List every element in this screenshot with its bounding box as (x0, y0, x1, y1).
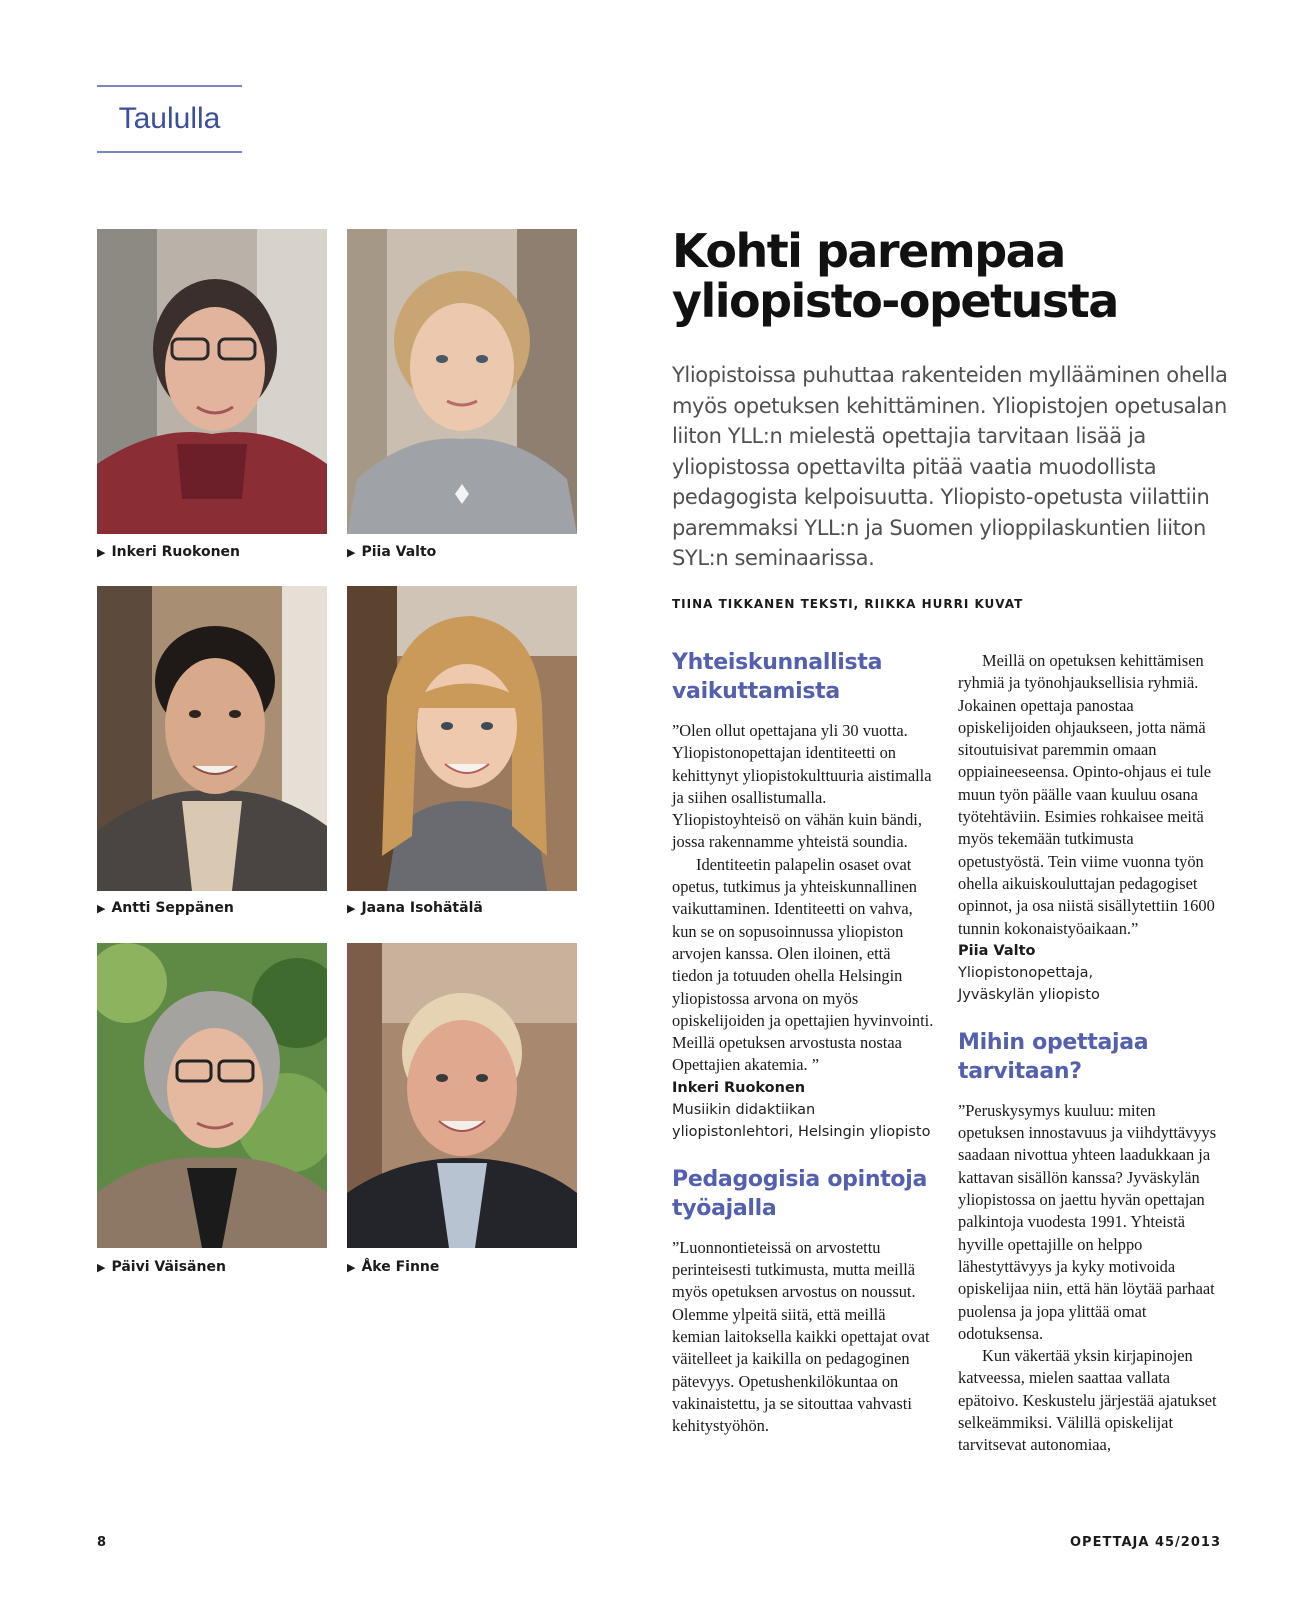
article-headline: Kohti parempaa yliopisto-opetusta (672, 224, 1118, 328)
subheading-mihin: Mihin opettajaa tarvitaan? (958, 1029, 1149, 1084)
signature-name: Piia Valto (958, 942, 1036, 959)
caption-text: Jaana Isohätälä (361, 900, 483, 916)
portrait-ake-finne (347, 943, 577, 1248)
caption-jaana-isohatala (347, 900, 483, 916)
portrait-antti-seppanen (97, 586, 327, 891)
article-column-1 (672, 648, 935, 1437)
caption-arrow-icon: ▶ (97, 1260, 106, 1274)
caption-arrow-icon: ▶ (97, 545, 106, 559)
subheading-pedagogisia: Pedagogisia opintoja työajalla (672, 1166, 928, 1221)
caption-text: Antti Seppänen (111, 900, 234, 916)
signature-name: Inkeri Ruokonen (672, 1079, 806, 1096)
caption-arrow-icon: ▶ (347, 545, 356, 559)
caption-text: Päivi Väisänen (111, 1259, 226, 1275)
magazine-issue: OPETTAJA 45/2013 (1070, 1535, 1221, 1550)
signature-role-1: Yliopistonopettaja, (958, 964, 1094, 981)
caption-antti-seppanen (97, 900, 234, 916)
caption-paivi-vaisanen (97, 1259, 226, 1275)
paragraph: Identiteetin palapelin osaset ovat opetus, tutkimus ja yhteiskunnallinen vaikuttaminen. Identiteetti on vahva, kun se on sopusoinnussa yliopiston arvojen kanssa. Olen iloinen, että tiedon ja totuuden ohella Helsingin yliopistossa arvona on myös opiskelijoiden ja opettajien hyvinvointi. Meillä opetuksen arvostusta nostaa Opettajien akatemia. ” (672, 854, 934, 1075)
portrait-paivi-vaisanen (97, 943, 327, 1248)
portrait-jaana-isohatala (347, 586, 577, 891)
caption-ake-finne (347, 1259, 439, 1275)
page-number: 8 (97, 1535, 107, 1550)
paragraph: ”Olen ollut opettajana yli 30 vuotta. Yliopistonopettajan identiteetti on kehittynyt yliopistokulttuuria aistimalla ja siihen osallistumalla. Yliopistoyhteisö on vähän kuin bändi, jossa rakennamme yhteistä soundia. (672, 721, 932, 852)
caption-text: Åke Finne (361, 1259, 440, 1275)
paragraph: ”Luonnontieteissä on arvostettu perinteisesti tutkimusta, mutta meillä myös opetuksen arvostus on noussut. Olemme ylpeitä siitä, että meillä kemian laitoksella kaikki opettajat ovat väitelleet ja kaikilla on pedagoginen pätevyys. Opetushenkilökuntaa on vakinaistettu, ja se sitouttaa vahvasti kehitystyöhön. (672, 1237, 930, 1436)
caption-arrow-icon: ▶ (347, 1260, 356, 1274)
article-lead: Yliopistoissa puhuttaa rakenteiden myllääminen ohella myös opetuksen kehittäminen. Yliopistojen opetusalan liiton YLL:n mielestä opettajia tarvitaan lisää ja yliopistossa opettavilta pitää vaatia muodollista pedagogista kelpoisuutta. Yliopisto-opetusta viilattiin paremmaksi YLL:n ja Suomen ylioppilaskuntien liiton SYL:n seminaarissa. (672, 363, 1228, 570)
article-byline: TIINA TIKKANEN TEKSTI, RIIKKA HURRI KUVAT (672, 597, 1024, 611)
portrait-inkeri-ruokonen (97, 229, 327, 534)
caption-text: Inkeri Ruokonen (111, 544, 240, 560)
caption-arrow-icon: ▶ (97, 901, 106, 915)
caption-inkeri-ruokonen (97, 544, 240, 560)
caption-text: Piia Valto (361, 544, 437, 560)
article-column-2 (958, 650, 1221, 1457)
section-tag-label: Taululla (118, 102, 221, 135)
portrait-piia-valto (347, 229, 577, 534)
paragraph: Meillä on opetuksen kehittämisen ryhmiä ja työnohjauksellisia ryhmiä. Jokainen opettaja panostaa opiskelijoiden ohjaukseen, jotta nämä sitoutuisivat paremmin omaan oppiaineeseensa. Opinto-ohjaus ei tule muun työn päälle vaan kuuluu osana työtehtäviin. Esimies rohkaisee meitä myös tekemään tutkimusta opetustyöstä. Tein viime vuonna työn ohella aikuiskouluttajan pedagogiset opinnot, ja osa niistä sisällytettiin 1600 tunnin kokonaistyöaikaan.” (958, 651, 1215, 938)
signature-role: Musiikin didaktiikan yliopistonlehtori, Helsingin yliopisto (672, 1101, 931, 1140)
paragraph: ”Peruskysymys kuuluu: miten opetuksen innostavuus ja viihdyttävyys saadaan nivottua yhteen laadukkaan ja kattavan sisällön kanssa? Jyväskylän yliopistossa on jaettu hyvän opettajan palkintoja vuodesta 1991. Yhteistä hyville opettajille on helppo lähestyttävyys ja kyky motivoida opiskelijaa niin, että hän löytää parhaat puolensa ja jopa ylittää omat odotuksensa. (958, 1100, 1217, 1343)
paragraph: Kun väkertää yksin kirjapinojen katveessa, mielen saattaa vallata epätoivo. Keskustelu järjestää ajatukset selkeämmiksi. Välillä opiskelijat tarvitsevat autonomiaa, (958, 1346, 1217, 1455)
section-tag (97, 85, 242, 153)
signature-role-2: Jyväskylän yliopisto (958, 986, 1100, 1003)
caption-arrow-icon: ▶ (347, 901, 356, 915)
caption-piia-valto (347, 544, 436, 560)
subheading-yhteiskunnallista: Yhteiskunnallista vaikuttamista (672, 650, 883, 704)
